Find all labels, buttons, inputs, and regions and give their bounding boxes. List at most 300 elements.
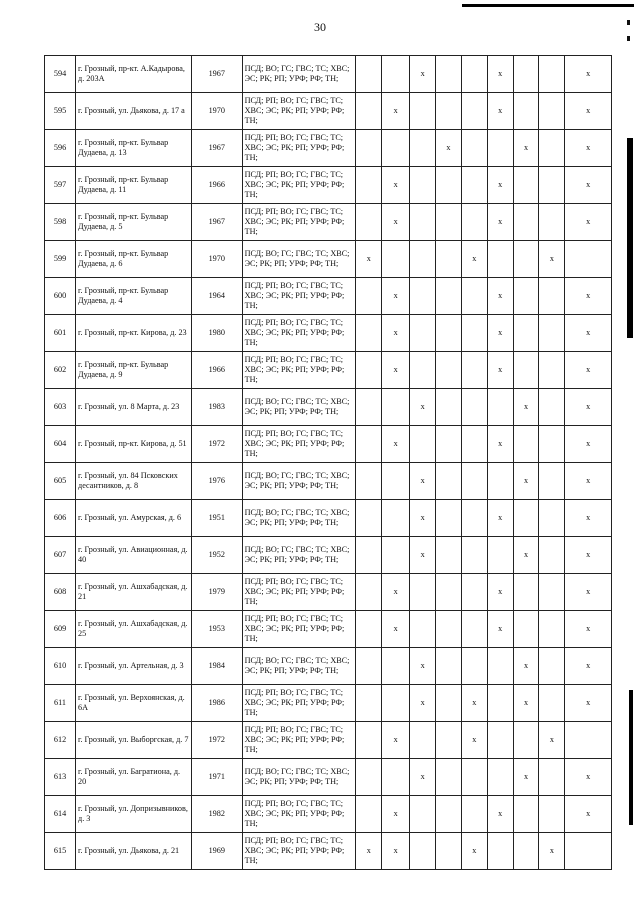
row-number: 612: [45, 722, 76, 759]
mark-cell: [539, 685, 565, 722]
row-number: 610: [45, 648, 76, 685]
mark-cell: [461, 130, 487, 167]
mark-cell: x: [382, 352, 410, 389]
systems-cell: ПСД; РП; ВО; ГС; ГВС; ТС; ХВС; ЭС; РК; РП; УРФ; РФ; ТН;: [242, 574, 356, 611]
page-number: 30: [314, 20, 326, 34]
mark-cell: x: [565, 352, 612, 389]
mark-cell: [436, 759, 462, 796]
mark-cell: [513, 611, 539, 648]
mark-cell: [513, 278, 539, 315]
mark-cell: [461, 315, 487, 352]
mark-cell: [356, 648, 382, 685]
address-cell: г. Грозный, пр-кт. Бульвар Дудаева, д. 6: [76, 241, 192, 278]
table-row: [45, 241, 612, 278]
mark-cell: [356, 574, 382, 611]
mark-cell: [487, 130, 513, 167]
mark-cell: [436, 352, 462, 389]
mark-cell: x: [565, 796, 612, 833]
address-cell: г. Грозный, ул. 84 Псковских десантников, д. 8: [76, 463, 192, 500]
year-cell: 1980: [191, 315, 242, 352]
mark-cell: x: [487, 352, 513, 389]
mark-cell: [487, 389, 513, 426]
mark-cell: [461, 426, 487, 463]
year-cell: 1966: [191, 352, 242, 389]
mark-cell: [382, 389, 410, 426]
mark-cell: [410, 241, 436, 278]
table-row: [45, 796, 612, 833]
row-number: 602: [45, 352, 76, 389]
table-row: [45, 93, 612, 130]
mark-cell: x: [565, 463, 612, 500]
mark-cell: [513, 722, 539, 759]
row-number: 609: [45, 611, 76, 648]
row-number: 598: [45, 204, 76, 241]
mark-cell: [487, 759, 513, 796]
year-cell: 1972: [191, 426, 242, 463]
address-cell: г. Грозный, пр-кт. Бульвар Дудаева, д. 5: [76, 204, 192, 241]
mark-cell: [356, 426, 382, 463]
mark-cell: [436, 167, 462, 204]
year-cell: 1986: [191, 685, 242, 722]
mark-cell: [539, 315, 565, 352]
mark-cell: [356, 685, 382, 722]
mark-cell: x: [410, 500, 436, 537]
address-cell: г. Грозный, ул. Багратиона, д. 20: [76, 759, 192, 796]
table-row: [45, 611, 612, 648]
mark-cell: [356, 204, 382, 241]
address-cell: г. Грозный, ул. Ашхабадская, д. 25: [76, 611, 192, 648]
mark-cell: x: [382, 574, 410, 611]
mark-cell: [461, 389, 487, 426]
mark-cell: x: [565, 315, 612, 352]
mark-cell: x: [565, 167, 612, 204]
mark-cell: x: [410, 389, 436, 426]
mark-cell: x: [565, 426, 612, 463]
address-cell: г. Грозный, ул. Ашхабадская, д. 21: [76, 574, 192, 611]
mark-cell: [513, 241, 539, 278]
systems-cell: ПСД; РП; ВО; ГС; ГВС; ТС; ХВС; ЭС; РК; РП; УРФ; РФ; ТН;: [242, 611, 356, 648]
mark-cell: [382, 648, 410, 685]
mark-cell: [487, 241, 513, 278]
mark-cell: [513, 352, 539, 389]
year-cell: 1970: [191, 241, 242, 278]
mark-cell: [487, 722, 513, 759]
mark-cell: x: [487, 278, 513, 315]
mark-cell: x: [487, 204, 513, 241]
row-number: 606: [45, 500, 76, 537]
address-cell: г. Грозный, ул. 8 Марта, д. 23: [76, 389, 192, 426]
mark-cell: x: [565, 500, 612, 537]
mark-cell: [461, 278, 487, 315]
mark-cell: [410, 167, 436, 204]
year-cell: 1951: [191, 500, 242, 537]
mark-cell: x: [382, 204, 410, 241]
mark-cell: [513, 500, 539, 537]
table-row: [45, 204, 612, 241]
mark-cell: x: [487, 56, 513, 93]
row-number: 603: [45, 389, 76, 426]
address-cell: г. Грозный, пр-кт. Бульвар Дудаева, д. 13: [76, 130, 192, 167]
mark-cell: x: [539, 722, 565, 759]
mark-cell: [539, 204, 565, 241]
mark-cell: x: [487, 611, 513, 648]
address-cell: г. Грозный, ул. Дьякова, д. 17 а: [76, 93, 192, 130]
address-cell: г. Грозный, ул. Дьякова, д. 21: [76, 833, 192, 870]
mark-cell: x: [410, 685, 436, 722]
row-number: 601: [45, 315, 76, 352]
mark-cell: x: [539, 241, 565, 278]
mark-cell: [461, 352, 487, 389]
year-cell: 1983: [191, 389, 242, 426]
mark-cell: [410, 833, 436, 870]
mark-cell: [461, 611, 487, 648]
mark-cell: [539, 278, 565, 315]
year-cell: 1979: [191, 574, 242, 611]
mark-cell: x: [382, 796, 410, 833]
mark-cell: [539, 796, 565, 833]
address-cell: г. Грозный, ул. Амурская, д. 6: [76, 500, 192, 537]
mark-cell: [356, 315, 382, 352]
address-cell: г. Грозный, ул. Допризывников, д. 3: [76, 796, 192, 833]
table-row: [45, 389, 612, 426]
mark-cell: x: [382, 833, 410, 870]
mark-cell: [513, 167, 539, 204]
row-number: 615: [45, 833, 76, 870]
mark-cell: [436, 204, 462, 241]
row-number: 599: [45, 241, 76, 278]
address-cell: г. Грозный, пр-кт. Бульвар Дудаева, д. 11: [76, 167, 192, 204]
mark-cell: [356, 352, 382, 389]
table-row: [45, 352, 612, 389]
mark-cell: [356, 389, 382, 426]
mark-cell: x: [382, 426, 410, 463]
mark-cell: x: [461, 685, 487, 722]
mark-cell: x: [565, 130, 612, 167]
mark-cell: [461, 500, 487, 537]
mark-cell: [436, 685, 462, 722]
mark-cell: [356, 500, 382, 537]
mark-cell: [436, 426, 462, 463]
mark-cell: x: [382, 722, 410, 759]
address-cell: г. Грозный, ул. Артельная, д. 3: [76, 648, 192, 685]
table-row: [45, 574, 612, 611]
mark-cell: [565, 241, 612, 278]
table-row: [45, 722, 612, 759]
year-cell: 1969: [191, 833, 242, 870]
systems-cell: ПСД; ВО; ГС; ГВС; ТС; ХВС; ЭС; РК; РП; УРФ; РФ; ТН;: [242, 648, 356, 685]
mark-cell: [382, 241, 410, 278]
scan-edge-mark-top: [462, 4, 634, 7]
mark-cell: [461, 648, 487, 685]
year-cell: 1982: [191, 796, 242, 833]
mark-cell: x: [382, 93, 410, 130]
systems-cell: ПСД; РП; ВО; ГС; ГВС; ТС; ХВС; ЭС; РК; РП; УРФ; РФ; ТН;: [242, 278, 356, 315]
row-number: 611: [45, 685, 76, 722]
systems-cell: ПСД; РП; ВО; ГС; ГВС; ТС; ХВС; ЭС; РК; РП; УРФ; РФ; ТН;: [242, 93, 356, 130]
mark-cell: [461, 463, 487, 500]
mark-cell: [539, 167, 565, 204]
mark-cell: x: [436, 130, 462, 167]
mark-cell: [436, 611, 462, 648]
mark-cell: [410, 93, 436, 130]
row-number: 613: [45, 759, 76, 796]
mark-cell: x: [382, 315, 410, 352]
mark-cell: [461, 537, 487, 574]
mark-cell: [565, 722, 612, 759]
mark-cell: x: [513, 537, 539, 574]
mark-cell: [461, 167, 487, 204]
mark-cell: [539, 56, 565, 93]
mark-cell: x: [565, 204, 612, 241]
mark-cell: [487, 537, 513, 574]
year-cell: 1964: [191, 278, 242, 315]
systems-cell: ПСД; РП; ВО; ГС; ГВС; ТС; ХВС; ЭС; РК; РП; УРФ; РФ; ТН;: [242, 130, 356, 167]
row-number: 614: [45, 796, 76, 833]
mark-cell: [436, 574, 462, 611]
row-number: 595: [45, 93, 76, 130]
mark-cell: x: [565, 56, 612, 93]
mark-cell: [356, 167, 382, 204]
row-number: 607: [45, 537, 76, 574]
mark-cell: [410, 574, 436, 611]
mark-cell: x: [356, 833, 382, 870]
mark-cell: x: [487, 574, 513, 611]
mark-cell: [436, 56, 462, 93]
year-cell: 1967: [191, 204, 242, 241]
systems-cell: ПСД; ВО; ГС; ГВС; ТС; ХВС; ЭС; РК; РП; УРФ; РФ; ТН;: [242, 389, 356, 426]
mark-cell: [513, 574, 539, 611]
systems-cell: ПСД; РП; ВО; ГС; ГВС; ТС; ХВС; ЭС; РК; РП; УРФ; РФ; ТН;: [242, 204, 356, 241]
mark-cell: [410, 204, 436, 241]
mark-cell: [410, 130, 436, 167]
row-number: 596: [45, 130, 76, 167]
table-row: [45, 833, 612, 870]
mark-cell: x: [513, 648, 539, 685]
mark-cell: x: [565, 648, 612, 685]
mark-cell: [539, 389, 565, 426]
mark-cell: [410, 722, 436, 759]
year-cell: 1952: [191, 537, 242, 574]
mark-cell: [436, 500, 462, 537]
address-cell: г. Грозный, пр-кт. Кирова, д. 51: [76, 426, 192, 463]
mark-cell: [539, 611, 565, 648]
row-number: 605: [45, 463, 76, 500]
mark-cell: [410, 611, 436, 648]
mark-cell: x: [487, 500, 513, 537]
mark-cell: x: [410, 463, 436, 500]
systems-cell: ПСД; РП; ВО; ГС; ГВС; ТС; ХВС; ЭС; РК; РП; УРФ; РФ; ТН;: [242, 796, 356, 833]
mark-cell: [513, 93, 539, 130]
mark-cell: x: [382, 278, 410, 315]
mark-cell: [356, 130, 382, 167]
housing-register-table: [44, 55, 612, 870]
mark-cell: x: [356, 241, 382, 278]
mark-cell: x: [487, 93, 513, 130]
year-cell: 1967: [191, 56, 242, 93]
mark-cell: [436, 648, 462, 685]
mark-cell: [539, 463, 565, 500]
table-row: [45, 278, 612, 315]
address-cell: г. Грозный, пр-кт. Кирова, д. 23: [76, 315, 192, 352]
mark-cell: x: [565, 537, 612, 574]
systems-cell: ПСД; РП; ВО; ГС; ГВС; ТС; ХВС; ЭС; РК; РП; УРФ; РФ; ТН;: [242, 426, 356, 463]
year-cell: 1967: [191, 130, 242, 167]
mark-cell: [461, 759, 487, 796]
systems-cell: ПСД; РП; ВО; ГС; ГВС; ТС; ХВС; ЭС; РК; РП; УРФ; РФ; ТН;: [242, 685, 356, 722]
mark-cell: [382, 130, 410, 167]
mark-cell: [436, 833, 462, 870]
mark-cell: x: [513, 685, 539, 722]
systems-cell: ПСД; ВО; ГС; ГВС; ТС; ХВС; ЭС; РК; РП; УРФ; РФ; ТН;: [242, 463, 356, 500]
table-row: [45, 537, 612, 574]
mark-cell: [513, 426, 539, 463]
row-number: 594: [45, 56, 76, 93]
mark-cell: [487, 685, 513, 722]
mark-cell: x: [410, 537, 436, 574]
table-row: [45, 685, 612, 722]
mark-cell: x: [410, 56, 436, 93]
table-row: [45, 426, 612, 463]
mark-cell: x: [565, 685, 612, 722]
year-cell: 1972: [191, 722, 242, 759]
systems-cell: ПСД; РП; ВО; ГС; ГВС; ТС; ХВС; ЭС; РК; РП; УРФ; РФ; ТН;: [242, 722, 356, 759]
mark-cell: [539, 130, 565, 167]
mark-cell: [356, 796, 382, 833]
systems-cell: ПСД; ВО; ГС; ГВС; ТС; ХВС; ЭС; РК; РП; УРФ; РФ; ТН;: [242, 537, 356, 574]
mark-cell: [356, 611, 382, 648]
mark-cell: x: [410, 648, 436, 685]
systems-cell: ПСД; РП; ВО; ГС; ГВС; ТС; ХВС; ЭС; РК; РП; УРФ; РФ; ТН;: [242, 833, 356, 870]
table-row: [45, 167, 612, 204]
mark-cell: [410, 796, 436, 833]
mark-cell: [539, 648, 565, 685]
mark-cell: x: [461, 241, 487, 278]
year-cell: 1984: [191, 648, 242, 685]
scan-edge-mark-right: [629, 690, 633, 825]
mark-cell: [513, 796, 539, 833]
row-number: 604: [45, 426, 76, 463]
mark-cell: [539, 759, 565, 796]
year-cell: 1966: [191, 167, 242, 204]
mark-cell: [382, 500, 410, 537]
mark-cell: [436, 278, 462, 315]
mark-cell: x: [565, 389, 612, 426]
year-cell: 1953: [191, 611, 242, 648]
systems-cell: ПСД; РП; ВО; ГС; ГВС; ТС; ХВС; ЭС; РК; РП; УРФ; РФ; ТН;: [242, 315, 356, 352]
mark-cell: [410, 352, 436, 389]
mark-cell: [436, 722, 462, 759]
mark-cell: [539, 352, 565, 389]
mark-cell: [356, 56, 382, 93]
scan-edge-mark-right: [627, 138, 633, 338]
table-row: [45, 759, 612, 796]
mark-cell: x: [565, 574, 612, 611]
mark-cell: [539, 537, 565, 574]
year-cell: 1971: [191, 759, 242, 796]
mark-cell: [436, 537, 462, 574]
mark-cell: [461, 796, 487, 833]
mark-cell: [461, 93, 487, 130]
mark-cell: [356, 759, 382, 796]
address-cell: г. Грозный, пр-кт. А.Кадырова, д. 203А: [76, 56, 192, 93]
mark-cell: x: [513, 130, 539, 167]
mark-cell: x: [565, 278, 612, 315]
row-number: 597: [45, 167, 76, 204]
mark-cell: [461, 574, 487, 611]
mark-cell: [436, 463, 462, 500]
address-cell: г. Грозный, пр-кт. Бульвар Дудаева, д. 4: [76, 278, 192, 315]
table-row: [45, 130, 612, 167]
table-body: [45, 56, 612, 870]
systems-cell: ПСД; ВО; ГС; ГВС; ТС; ХВС; ЭС; РК; РП; УРФ; РФ; ТН;: [242, 500, 356, 537]
mark-cell: x: [487, 796, 513, 833]
mark-cell: [436, 241, 462, 278]
systems-cell: ПСД; ВО; ГС; ГВС; ТС; ХВС; ЭС; РК; РП; УРФ; РФ; ТН;: [242, 241, 356, 278]
mark-cell: x: [410, 759, 436, 796]
table-row: [45, 463, 612, 500]
mark-cell: [382, 759, 410, 796]
mark-cell: [436, 389, 462, 426]
mark-cell: [461, 204, 487, 241]
systems-cell: ПСД; ВО; ГС; ГВС; ТС; ХВС; ЭС; РК; РП; УРФ; РФ; ТН;: [242, 56, 356, 93]
mark-cell: [356, 463, 382, 500]
mark-cell: [436, 315, 462, 352]
systems-cell: ПСД; РП; ВО; ГС; ГВС; ТС; ХВС; ЭС; РК; РП; УРФ; РФ; ТН;: [242, 352, 356, 389]
mark-cell: [513, 833, 539, 870]
table-row: [45, 648, 612, 685]
mark-cell: [382, 56, 410, 93]
mark-cell: x: [565, 611, 612, 648]
mark-cell: x: [539, 833, 565, 870]
mark-cell: [410, 426, 436, 463]
mark-cell: [565, 833, 612, 870]
mark-cell: x: [513, 389, 539, 426]
scan-dot-mark: [627, 36, 630, 41]
mark-cell: [539, 426, 565, 463]
mark-cell: [382, 685, 410, 722]
mark-cell: [356, 278, 382, 315]
mark-cell: x: [382, 167, 410, 204]
mark-cell: [461, 56, 487, 93]
address-cell: г. Грозный, ул. Верхоянская, д. 6А: [76, 685, 192, 722]
mark-cell: [356, 722, 382, 759]
mark-cell: [539, 500, 565, 537]
mark-cell: x: [487, 167, 513, 204]
mark-cell: [410, 315, 436, 352]
mark-cell: x: [513, 759, 539, 796]
systems-cell: ПСД; ВО; ГС; ГВС; ТС; ХВС; ЭС; РК; РП; УРФ; РФ; ТН;: [242, 759, 356, 796]
mark-cell: [513, 315, 539, 352]
mark-cell: x: [565, 759, 612, 796]
row-number: 600: [45, 278, 76, 315]
mark-cell: x: [461, 833, 487, 870]
mark-cell: [356, 537, 382, 574]
mark-cell: [513, 56, 539, 93]
mark-cell: [382, 463, 410, 500]
mark-cell: [356, 93, 382, 130]
mark-cell: [436, 796, 462, 833]
mark-cell: x: [565, 93, 612, 130]
mark-cell: [487, 833, 513, 870]
row-number: 608: [45, 574, 76, 611]
mark-cell: [487, 463, 513, 500]
mark-cell: [410, 278, 436, 315]
address-cell: г. Грозный, ул. Выборгская, д. 7: [76, 722, 192, 759]
mark-cell: x: [382, 611, 410, 648]
mark-cell: [539, 574, 565, 611]
mark-cell: [382, 537, 410, 574]
year-cell: 1976: [191, 463, 242, 500]
